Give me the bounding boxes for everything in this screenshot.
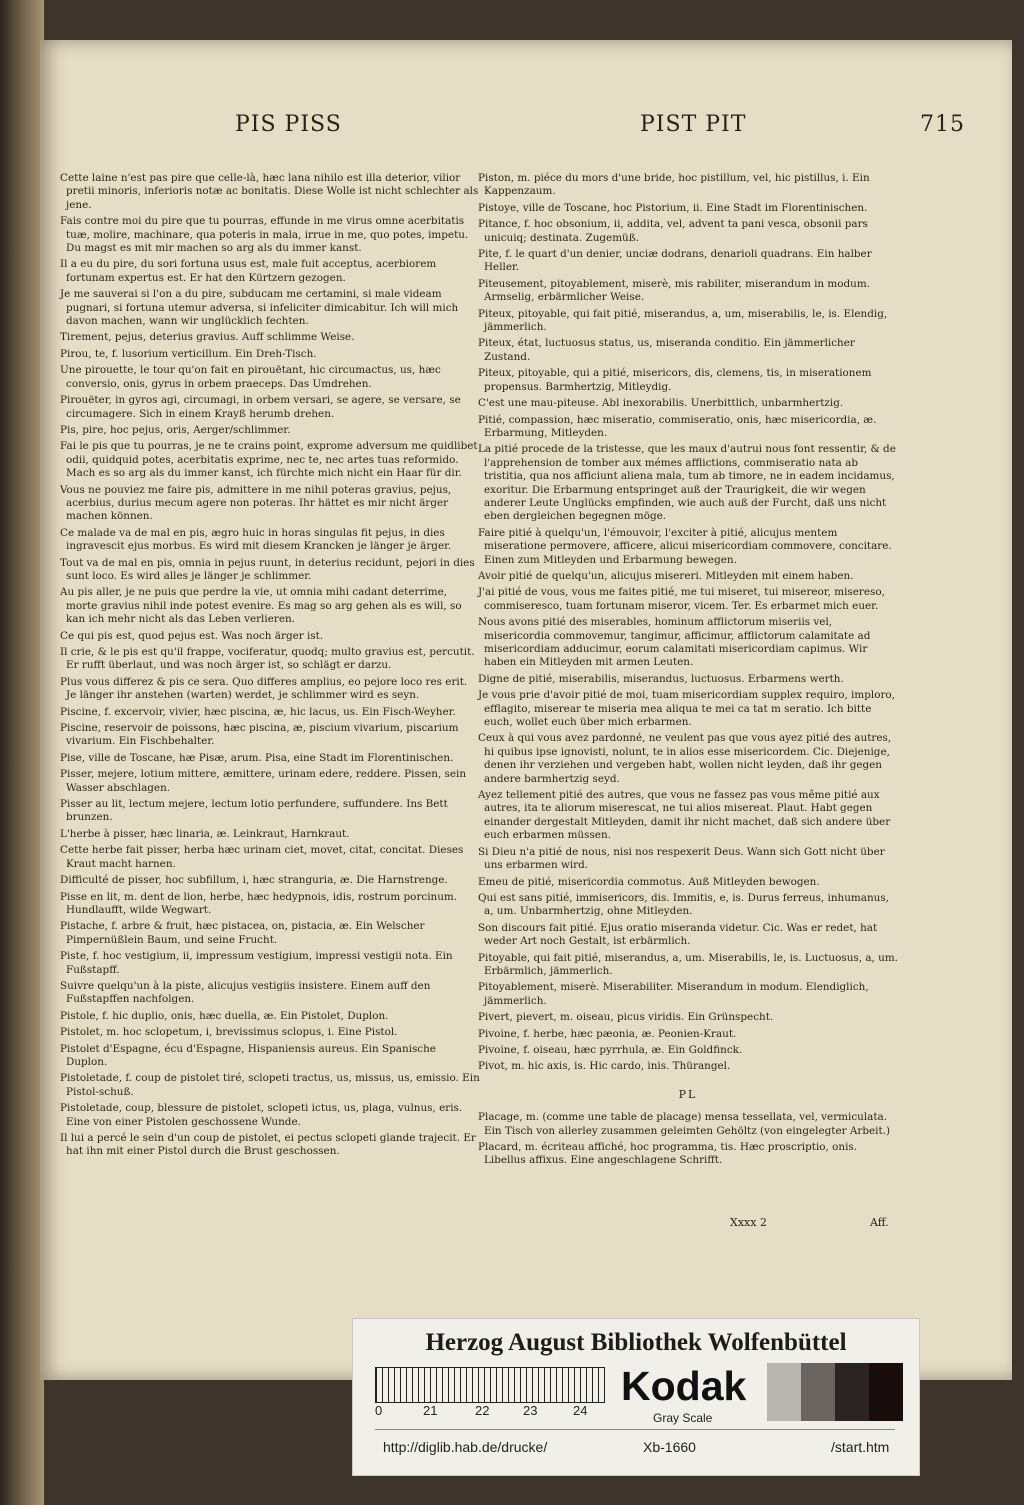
dictionary-entry: Qui est sans pitié, immisericors, dis. Immitis, e, is. Durus ferreus, inhumanus, a, um. Unbarmhertzig, ohne Mitleyden. xyxy=(478,891,889,918)
dictionary-entry: Suivre quelqu'un à la piste, alicujus vestigiis insistere. Einem auff den Fußstapffen nachfolgen. xyxy=(60,979,431,1006)
dictionary-entry: Piteux, pitoyable, qui a pitié, misericors, dis, clemens, tis, in miserationem propensus. Barmhertzig, Mitleydig. xyxy=(478,367,872,393)
dictionary-entry: Pirou, te, f. lusorium verticillum. Ein Dreh-Tisch. xyxy=(60,347,317,360)
dictionary-entry: Pitoyablement, miserè. Miserabiliter. Miserandum in modum. Elendiglich, jämmerlich. xyxy=(478,981,869,1007)
dictionary-entry: C'est une mau-piteuse. Abl inexorabilis. Unerbittlich, unbarmhertzig. xyxy=(478,397,844,410)
dictionary-entry: Piston, m. piéce du mors d'une bride, hoc pistillum, vel, hic pistillus, i. Ein Kappenzaum. xyxy=(478,172,870,198)
gray-swatch xyxy=(767,1363,801,1421)
dictionary-entry: Il crie, & le pis est qu'il frappe, vociferatur, quodq; multo gravius est, percutit. Er rufft überlaut, und was noch ärger ist, so schlägt er darzu. xyxy=(60,646,475,672)
dictionary-entry: J'ai pitié de vous, vous me faites pitié, me tui miseret, tui misereor, misereso, commiseresco, tuam fortunam miseror, vicem. Ter. Es erbarmet mich euer. xyxy=(478,586,885,612)
header-left: PIS PISS xyxy=(235,112,342,137)
dictionary-entry: Ce qui pis est, quod pejus est. Was noch ärger ist. xyxy=(60,629,324,642)
dictionary-entry: Nous avons pitié des miserables, hominum afflictorum miseriis vel, misericordia commovemur, tangimur, afficimur, afflictorum calamitate ad misericordiam adducimur, eorum calamitati misericordiam capimus. Wir haben ein Mitleyden mit armen Leuten. xyxy=(478,616,871,669)
book-spine xyxy=(0,0,44,1505)
dictionary-entry: Piteusement, pitoyablement, miserè, mis rabiliter, miserandum in modum. Armselig, erbärmlicher Weise. xyxy=(478,277,871,304)
dictionary-entry: Ceux à qui vous avez pardonné, ne veulent pas que vous ayez pitié des autres, hi quibus ipse ignovisti, nolunt, te in alios esse misericordem. Cic. Diejenige, denen ihr verziehen und vergeben habt, wollen nicht leyden, daß ihr gegen andere barmhertzig seyd. xyxy=(478,732,892,785)
ruler-number: 23 xyxy=(523,1403,538,1418)
gray-swatch xyxy=(801,1363,835,1421)
dictionary-entry: Faire pitié à quelqu'un, l'émouvoir, l'exciter à pitié, alicujus mentem miseratione permovere, afficere, alicui misericordiam commovere, concitare. Einen zum Mitleyden und Erbarmung bewegen. xyxy=(478,526,892,566)
book-page xyxy=(40,40,1012,1380)
dictionary-entry: Pistoletade, f. coup de pistolet tiré, sclopeti tractus, us, missus, us, emissio. Ein Pistol-schuß. xyxy=(60,1072,480,1098)
page-number: 715 xyxy=(920,112,965,137)
library-title: Herzog August Bibliothek Wolfenbüttel xyxy=(425,1329,847,1356)
dictionary-entry: Placard, m. écriteau affiché, hoc programma, tis. Hæc proscriptio, onis. Libellus affixus. Eine angeschlagene Schrifft. xyxy=(478,1141,858,1167)
dictionary-entry: Je vous prie d'avoir pitié de moi, tuam misericordiam supplex requiro, imploro, efflagito, miserear te miseria mea aliqua te mei ca tat m seratio. Ich bitte euch, wollet euch über mich erbarmen. xyxy=(478,689,895,729)
dictionary-entry: Pitié, compassion, hæc miseratio, commiseratio, onis, hæc misericordia, æ. Erbarmung, Mitleyden. xyxy=(478,413,877,439)
kodak-logo xyxy=(621,1363,761,1425)
ruler-number: 22 xyxy=(475,1403,490,1418)
dictionary-entry: Digne de pitié, miserabilis, miserandus, luctuosus. Erbarmens werth. xyxy=(478,672,844,685)
ruler-number: 24 xyxy=(573,1403,588,1418)
dictionary-entry: Difficulté de pisser, hoc subfillum, i, hæc stranguria, æ. Die Harnstrenge. xyxy=(60,874,448,887)
dictionary-entry: Piscine, reservoir de poissons, hæc piscina, æ, piscium vivarium, piscarium vivarium. Ein Fischbehalter. xyxy=(60,722,459,748)
gray-swatch xyxy=(835,1363,869,1421)
pl-entries xyxy=(478,1111,898,1168)
header-right: PIST PIT xyxy=(640,112,747,137)
dictionary-entry: Pistache, f. arbre & fruit, hæc pistacea, on, pistacia, æ. Ein Welscher Pimpernüßlein Baum, und seine Frucht. xyxy=(60,920,425,946)
dictionary-entry: Pise, ville de Toscane, hæ Pisæ, arum. Pisa, eine Stadt im Florentinischen. xyxy=(60,751,454,764)
dictionary-entry: Je me sauverai si l'on a du pire, subducam me certamini, si male videam pugnari, si fortuna utemur adversa, si infeliciter dimicabitur. Ich will mich davon machen, wann wir unglücklich fechten. xyxy=(60,288,459,328)
dictionary-entry: Piscine, f. excervoir, vivier, hæc piscina, æ, hic lacus, us. Ein Fisch-Weyher. xyxy=(60,705,456,718)
left-column xyxy=(60,172,480,1162)
dictionary-entry: Cette laine n'est pas pire que celle-là, hæc lana nihilo est illa deterior, vilior pretii minoris, inferioris notæ ac bonitatis. Diese Wolle ist nicht schlechter als jene. xyxy=(60,172,479,211)
dictionary-entry: Si Dieu n'a pitié de nous, nisi nos respexerit Deus. Wann sich Gott nicht über uns erbarmen wird. xyxy=(478,845,885,872)
dictionary-entry: Son discours fait pitié. Ejus oratio miseranda videtur. Cic. Was er redet, hat weder Art noch Gestalt, ist erbärmlich. xyxy=(478,921,878,948)
dictionary-entry: La pitié procede de la tristesse, que les maux d'autrui nous font ressentir, & de l'apprehension de tomber aux mémes afflictions, commiseratio nata ab tristitia, qua nos afficiunt aliena mala, tum ab timore, ne in eadem incidamus, exoritur. Die Erbarmung entspringet auß der Traurigkeit, die wir wegen anderer Leute Unglücks empfinden, wie auch auß der Furcht, daß uns nicht eben dergleichen begegnen möge. xyxy=(478,443,896,523)
dictionary-entry: Piteux, état, luctuosus status, us, miseranda conditio. Ein jämmerlicher Zustand. xyxy=(478,337,855,363)
dictionary-entry: Pivert, pievert, m. oiseau, picus viridis. Ein Grünspecht. xyxy=(478,1011,774,1024)
dictionary-entry: Pistoletade, coup, blessure de pistolet, sclopeti ictus, us, plaga, vulnus, eris. Eine von einer Pistolen geschossene Wunde. xyxy=(60,1102,463,1128)
right-entries xyxy=(478,172,898,1074)
gray-scale-label: Gray Scale xyxy=(653,1411,713,1425)
ruler-number: 0 xyxy=(375,1403,383,1418)
dictionary-entry: Une pirouette, le tour qu'on fait en pirouëtant, hic circumactus, us, hæc conversio, onis, gyrus in orbem praeceps. Das Umdrehen. xyxy=(60,364,441,390)
dictionary-entry: Pistoye, ville de Toscane, hoc Pistorium, ii. Eine Stadt im Florentinischen. xyxy=(478,201,868,214)
dictionary-entry: Ayez tellement pitié des autres, que vous ne fassez pas vous même pitié aux autres, ita te aliorum miserescat, ne tui alios misereat. Plaut. Habt gegen einander dergestalt Mitleyden, damit ihr nicht machet, daß sich andere über euch erbarmen müssen. xyxy=(478,789,891,842)
dictionary-entry: Piste, f. hoc vestigium, ii, impressum vestigium, impressi vestigii nota. Ein Fußstapff. xyxy=(60,950,453,976)
dictionary-entry: Fais contre moi du pire que tu pourras, effunde in me virus omne acerbitatis tuæ, molire, machinare, qua poteris in mala, irrue in me, quo potes, impetu. Du magst es mit mir machen so arg als du immer kanst. xyxy=(60,215,469,255)
dictionary-entry: Cette herbe fait pisser, herba hæc urinam ciet, movet, citat, concitat. Dieses Kraut macht harnen. xyxy=(60,844,464,870)
dictionary-entry: Ce malade va de mal en pis, ægro huic in horas singulas fit pejus, in dies ingravescit ejus morbus. Es wird mit diesem Krancken je länger je ärger. xyxy=(60,526,452,553)
dictionary-entry: Il lui a percé le sein d'un coup de pistolet, ei pectus sclopeti glande trajecit. Er hat ihn mit einer Pistol durch die Brust geschossen. xyxy=(60,1132,476,1158)
right-column xyxy=(478,172,898,1171)
url-link[interactable]: http://diglib.hab.de/drucke/ xyxy=(383,1439,548,1455)
color-target-card xyxy=(352,1318,920,1476)
dictionary-entry: Fai le pis que tu pourras, je ne te crains point, exprome adversum me quidlibet odii, quidquid potes, acerbitatis exprime, nec te, nec artes tuas reformido. Mach es so arg als du immer kanst, ich fürchte mich nicht ein Haar für dir. xyxy=(60,440,478,480)
dictionary-entry: Plus vous differez & pis ce sera. Quo differes amplius, eo pejore loco res erit. Je länger ihr anstehen (warten) werdet, je schlimmer wird es seyn. xyxy=(60,675,468,702)
dictionary-entry: Pisser au lit, lectum mejere, lectum lotio perfundere, suffundere. Ins Bett brunzen. xyxy=(60,798,448,824)
ruler-number: 21 xyxy=(423,1403,438,1418)
dictionary-entry: Pisse en lit, m. dent de lion, herbe, hæc hedypnois, idis, rostrum porcinum. Hundlaufft, wilde Wegwart. xyxy=(60,890,458,916)
dictionary-entry: Tirement, pejus, deterius gravius. Auff schlimme Weise. xyxy=(60,331,355,344)
dictionary-entry: Pis, pire, hoc pejus, oris, Aerger/schlimmer. xyxy=(60,423,291,436)
dictionary-entry: Tout va de mal en pis, omnia in pejus ruunt, in deterius recidunt, pejori in dies sunt loco. Es wird alles je länger je schlimmer. xyxy=(60,556,475,582)
dictionary-entry: Pite, f. le quart d'un denier, unciæ dodrans, denarioli quadrans. Ein halber Heller. xyxy=(478,248,872,274)
signature-mark: Xxxx 2 xyxy=(730,1216,767,1229)
dictionary-entry: Piteux, pitoyable, qui fait pitié, miserandus, a, um, miserabilis, le, is. Elendig, jämmerlich. xyxy=(478,307,888,334)
kodak-brand: Kodak xyxy=(621,1363,747,1409)
dictionary-entry: Pirouëter, in gyros agi, circumagi, in orbem versari, se agere, se versare, se circumagere. Sich in einem Krayß herumb drehen. xyxy=(60,394,461,420)
dictionary-entry: Pisser, mejere, lotium mittere, æmittere, urinam edere, reddere. Pissen, sein Wasser abschlagen. xyxy=(60,768,467,794)
dictionary-entry: Au pis aller, je ne puis que perdre la vie, ut omnia mihi cadant deterrime, morte gravius nihil inde potest evenire. Es mag so arg gehen als es will, so kan ich mehr nicht als das Leben verlieren. xyxy=(60,586,462,626)
measurement-ruler xyxy=(375,1367,605,1403)
dictionary-entry: Pistole, f. hic duplio, onis, hæc duella, æ. Ein Pistolet, Duplon. xyxy=(60,1009,389,1022)
shelfmark: Xb-1660 xyxy=(643,1439,696,1455)
section-heading: PL xyxy=(678,1087,698,1101)
dictionary-entry: Vous ne pouviez me faire pis, admittere in me nihil poteras gravius, pejus, acerbius, durius mecum agere non poteras. Ihr hättet es mir nicht ärger machen können. xyxy=(60,483,452,523)
divider xyxy=(375,1429,895,1430)
dictionary-entry: Emeu de pitié, misericordia commotus. Auß Mitleyden bewogen. xyxy=(478,875,820,888)
gray-swatches xyxy=(767,1363,903,1421)
dictionary-entry: Il a eu du pire, du sori fortuna usus est, male fuit acceptus, acerbiorem fortunam expertus est. Er hat den Kürtzern gezogen. xyxy=(60,258,437,284)
dictionary-entry: Avoir pitié de quelqu'un, alicujus misereri. Mitleyden mit einem haben. xyxy=(478,569,854,582)
dictionary-entry: Pitance, f. hoc obsonium, ii, addita, vel, advent ta pani vesca, obsonii pars unicuiq; destinata. Zugemüß. xyxy=(478,218,868,244)
dictionary-entry: Pitoyable, qui fait pitié, miserandus, a, um. Miserabilis, le, is. Luctuosus, a, um. Erbärmlich, jämmerlich. xyxy=(478,951,898,977)
dictionary-entry: Pivoine, f. herbe, hæc pæonia, æ. Peonien-Kraut. xyxy=(478,1027,737,1040)
dictionary-entry: Pivoine, f. oiseau, hæc pyrrhula, æ. Ein Goldfinck. xyxy=(478,1043,743,1056)
dictionary-entry: Pistolet d'Espagne, écu d'Espagne, Hispaniensis aureus. Ein Spanische Duplon. xyxy=(60,1042,436,1068)
dictionary-entry: Pistolet, m. hoc sclopetum, i, brevissimus sclopus, i. Eine Pistol. xyxy=(60,1026,398,1039)
start-link[interactable]: /start.htm xyxy=(831,1439,890,1455)
gray-swatch xyxy=(869,1363,903,1421)
dictionary-entry: Placage, m. (comme une table de placage) mensa tessellata, vel, vermiculata. Ein Tisch von allerley zusammen geleimten Gehöltz (von eingelegter Arbeit.) xyxy=(478,1111,890,1137)
catchword: Aff. xyxy=(870,1216,889,1229)
dictionary-entry: L'herbe à pisser, hæc linaria, æ. Leinkraut, Harnkraut. xyxy=(60,827,350,840)
dictionary-entry: Pivot, m. hic axis, is. Hic cardo, inis. Thürangel. xyxy=(478,1060,731,1073)
